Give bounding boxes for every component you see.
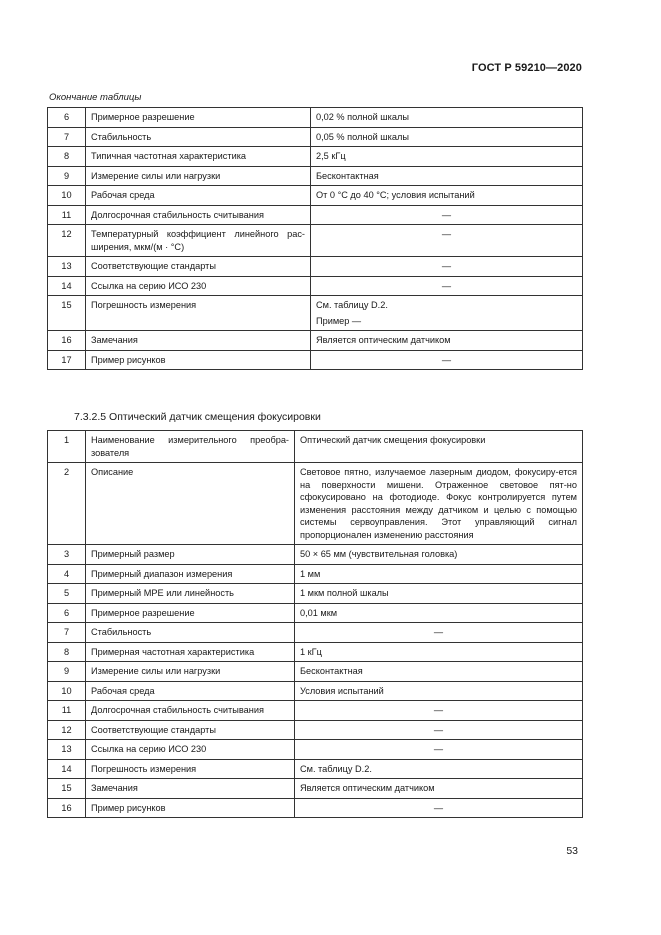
value-cell: 50 × 65 мм (чувствительная головка) bbox=[295, 545, 583, 565]
value-cell: — bbox=[295, 623, 583, 643]
row-number: 15 bbox=[48, 296, 86, 331]
table-row bbox=[48, 431, 583, 463]
row-number: 9 bbox=[48, 166, 86, 186]
table-row bbox=[48, 759, 583, 779]
row-number: 14 bbox=[48, 276, 86, 296]
table-row bbox=[48, 205, 583, 225]
value-cell: От 0 °C до 40 °C; условия испытаний bbox=[311, 186, 583, 206]
parameter-cell: Долгосрочная стабильность считывания bbox=[86, 701, 295, 721]
row-number: 11 bbox=[48, 205, 86, 225]
table-row bbox=[48, 108, 583, 128]
value-cell: Условия испытаний bbox=[295, 681, 583, 701]
table-row bbox=[48, 463, 583, 545]
row-number: 12 bbox=[48, 720, 86, 740]
parameter-cell: Примерное разрешение bbox=[86, 603, 295, 623]
parameter-cell: Измерение силы или нагрузки bbox=[86, 166, 311, 186]
row-number: 4 bbox=[48, 564, 86, 584]
table-row bbox=[48, 603, 583, 623]
table-row bbox=[48, 147, 583, 167]
table-row bbox=[48, 642, 583, 662]
parameter-cell: Соответствующие стандарты bbox=[86, 257, 311, 277]
value-cell: — bbox=[311, 276, 583, 296]
row-number: 10 bbox=[48, 681, 86, 701]
parameter-cell: Типичная частотная характеристика bbox=[86, 147, 311, 167]
value-cell: — bbox=[295, 740, 583, 760]
row-number: 8 bbox=[48, 147, 86, 167]
row-number: 3 bbox=[48, 545, 86, 565]
table-row bbox=[48, 296, 583, 331]
table-row bbox=[48, 166, 583, 186]
table-row bbox=[48, 564, 583, 584]
table-row bbox=[48, 720, 583, 740]
parameter-cell: Измерение силы или нагрузки bbox=[86, 662, 295, 682]
value-cell: Является оптическим датчиком bbox=[311, 331, 583, 351]
value-cell: 2,5 кГц bbox=[311, 147, 583, 167]
table-row bbox=[48, 740, 583, 760]
row-number: 2 bbox=[48, 463, 86, 545]
parameter-cell: Рабочая среда bbox=[86, 186, 311, 206]
value-cell bbox=[311, 296, 583, 331]
parameter-cell: Примерный MPE или линейность bbox=[86, 584, 295, 604]
value-line: См. таблицу D.2. bbox=[316, 300, 388, 310]
row-number: 6 bbox=[48, 603, 86, 623]
value-cell: Является оптическим датчиком bbox=[295, 779, 583, 799]
page-number: 53 bbox=[566, 845, 578, 857]
value-cell: — bbox=[295, 701, 583, 721]
table-row bbox=[48, 584, 583, 604]
table-row bbox=[48, 225, 583, 257]
parameter-cell: Примерная частотная характеристика bbox=[86, 642, 295, 662]
row-number: 16 bbox=[48, 331, 86, 351]
row-number: 14 bbox=[48, 759, 86, 779]
table-row bbox=[48, 701, 583, 721]
parameter-cell: Рабочая среда bbox=[86, 681, 295, 701]
value-cell: 0,05 % полной шкалы bbox=[311, 127, 583, 147]
parameter-cell: Примерный диапазон измерения bbox=[86, 564, 295, 584]
table-row bbox=[48, 127, 583, 147]
row-number: 6 bbox=[48, 108, 86, 128]
parameter-cell: Соответствующие стандарты bbox=[86, 720, 295, 740]
value-cell: См. таблицу D.2. bbox=[295, 759, 583, 779]
parameter-cell: Описание bbox=[86, 463, 295, 545]
table-row bbox=[48, 331, 583, 351]
row-number: 5 bbox=[48, 584, 86, 604]
table-row bbox=[48, 681, 583, 701]
spec-table-continuation bbox=[47, 107, 583, 370]
parameter-cell: Пример рисунков bbox=[86, 350, 311, 370]
parameter-cell: Пример рисунков bbox=[86, 798, 295, 818]
table-row bbox=[48, 662, 583, 682]
parameter-cell: Стабильность bbox=[86, 623, 295, 643]
value-cell: 0,01 мкм bbox=[295, 603, 583, 623]
value-cell: Световое пятно, излучаемое лазерным диодом, фокусиру-ется на поверхности мишени. Отраженное световое пят-но сфокусировано на фотодиоде. Фокус контролируется путем изменения расстояния между датчиком и целью с помощью системы сервоуправления. Этот управляющий сигнал пропорционален изменению расстояния bbox=[295, 463, 583, 545]
table-row bbox=[48, 276, 583, 296]
parameter-cell: Температурный коэффициент линейного рас-ширения, мкм/(м · °C) bbox=[86, 225, 311, 257]
standard-header: ГОСТ Р 59210—2020 bbox=[471, 62, 582, 74]
row-number: 9 bbox=[48, 662, 86, 682]
value-cell: Бесконтактная bbox=[295, 662, 583, 682]
spec-table-focus-sensor bbox=[47, 430, 583, 818]
value-cell: — bbox=[311, 350, 583, 370]
value-cell: — bbox=[311, 257, 583, 277]
parameter-cell: Примерный размер bbox=[86, 545, 295, 565]
parameter-cell: Ссылка на серию ИСО 230 bbox=[86, 740, 295, 760]
parameter-cell: Замечания bbox=[86, 331, 311, 351]
parameter-cell: Примерное разрешение bbox=[86, 108, 311, 128]
parameter-cell: Наименование измерительного преобра-зователя bbox=[86, 431, 295, 463]
row-number: 8 bbox=[48, 642, 86, 662]
section-title: 7.3.2.5 Оптический датчик смещения фокусировки bbox=[74, 411, 321, 423]
parameter-cell: Погрешность измерения bbox=[86, 296, 311, 331]
value-cell: — bbox=[311, 225, 583, 257]
table-row bbox=[48, 350, 583, 370]
row-number: 7 bbox=[48, 127, 86, 147]
table-row bbox=[48, 623, 583, 643]
row-number: 17 bbox=[48, 350, 86, 370]
row-number: 11 bbox=[48, 701, 86, 721]
value-cell: — bbox=[295, 798, 583, 818]
table-row bbox=[48, 779, 583, 799]
parameter-cell: Долгосрочная стабильность считывания bbox=[86, 205, 311, 225]
row-number: 12 bbox=[48, 225, 86, 257]
row-number: 15 bbox=[48, 779, 86, 799]
row-number: 1 bbox=[48, 431, 86, 463]
value-cell: 0,02 % полной шкалы bbox=[311, 108, 583, 128]
value-cell: Бесконтактная bbox=[311, 166, 583, 186]
table-row bbox=[48, 798, 583, 818]
table-caption: Окончание таблицы bbox=[49, 92, 142, 103]
value-cell: 1 мм bbox=[295, 564, 583, 584]
parameter-cell: Ссылка на серию ИСО 230 bbox=[86, 276, 311, 296]
row-number: 7 bbox=[48, 623, 86, 643]
value-cell: 1 мкм полной шкалы bbox=[295, 584, 583, 604]
parameter-cell: Погрешность измерения bbox=[86, 759, 295, 779]
value-cell: Оптический датчик смещения фокусировки bbox=[295, 431, 583, 463]
value-line: Пример — bbox=[316, 315, 362, 326]
value-cell: — bbox=[311, 205, 583, 225]
row-number: 13 bbox=[48, 257, 86, 277]
parameter-cell: Замечания bbox=[86, 779, 295, 799]
row-number: 13 bbox=[48, 740, 86, 760]
value-cell: — bbox=[295, 720, 583, 740]
table-row bbox=[48, 257, 583, 277]
row-number: 10 bbox=[48, 186, 86, 206]
table-row bbox=[48, 545, 583, 565]
parameter-cell: Стабильность bbox=[86, 127, 311, 147]
value-cell: 1 кГц bbox=[295, 642, 583, 662]
row-number: 16 bbox=[48, 798, 86, 818]
table-row bbox=[48, 186, 583, 206]
